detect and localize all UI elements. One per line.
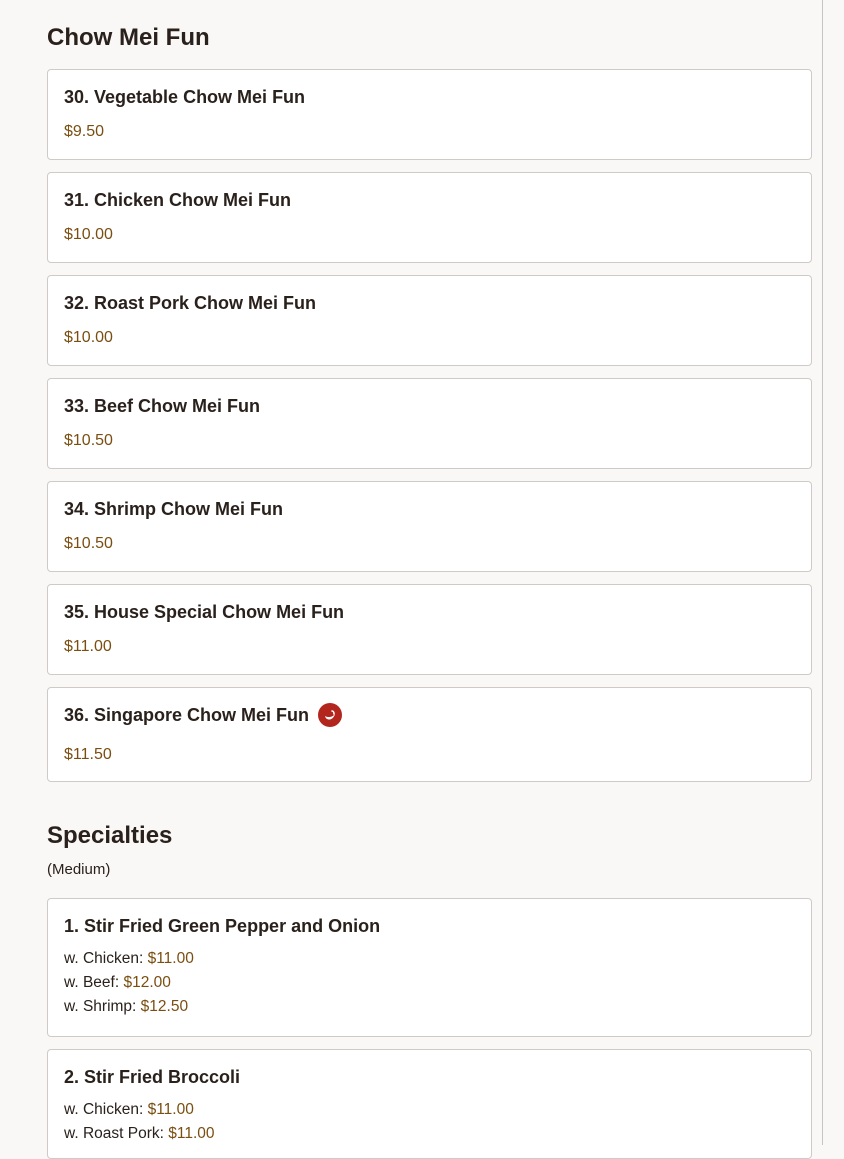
menu-item-name: 36. Singapore Chow Mei Fun: [64, 705, 310, 725]
menu-item-price: $11.50: [64, 746, 112, 763]
menu-item-card[interactable]: [47, 172, 812, 263]
section-title-specialties: Specialties: [47, 822, 173, 849]
menu-item-card[interactable]: [47, 69, 812, 160]
menu-item-name: 1. Stir Fried Green Pepper and Onion: [64, 916, 381, 936]
option-price: $12.00: [123, 974, 171, 991]
price-option: [64, 947, 795, 971]
option-label: w. Shrimp:: [64, 998, 137, 1015]
section-title-chow-mei-fun: Chow Mei Fun: [47, 24, 210, 51]
menu-item-price: $10.00: [64, 226, 113, 243]
option-label: w. Chicken:: [64, 1101, 144, 1118]
price-option: [64, 1098, 795, 1122]
price-options: [64, 947, 795, 1019]
menu-item-card[interactable]: [47, 687, 812, 782]
menu-item-card[interactable]: [47, 481, 812, 572]
menu-item-price: $10.50: [64, 432, 113, 449]
option-price: $12.50: [140, 998, 189, 1015]
menu-item-name: 35. House Special Chow Mei Fun: [64, 602, 345, 622]
menu-item-price: $10.50: [64, 535, 113, 552]
price-option: [64, 971, 795, 995]
option-price: $11.00: [168, 1125, 215, 1142]
option-label: w. Beef:: [64, 974, 120, 991]
menu-item-name: 33. Beef Chow Mei Fun: [64, 396, 261, 416]
option-label: w. Chicken:: [64, 950, 144, 967]
menu-item-card[interactable]: [47, 584, 812, 675]
menu-item-card[interactable]: [47, 378, 812, 469]
menu-item-name: 31. Chicken Chow Mei Fun: [64, 190, 292, 210]
menu-item-name: 32. Roast Pork Chow Mei Fun: [64, 293, 317, 313]
menu-item-name-row: [64, 703, 795, 727]
menu-item-price: $10.00: [64, 329, 113, 346]
section-note: (Medium): [47, 861, 111, 878]
option-price: $11.00: [147, 950, 194, 967]
page-divider: [822, 0, 823, 1145]
menu-item-card[interactable]: [47, 1049, 812, 1159]
menu-item-price: $11.00: [64, 638, 112, 655]
option-price: $11.00: [147, 1101, 194, 1118]
menu-item-price: $9.50: [64, 123, 105, 140]
option-label: w. Roast Pork:: [64, 1125, 164, 1142]
menu-item-name: 34. Shrimp Chow Mei Fun: [64, 499, 284, 519]
price-option: [64, 1122, 795, 1146]
menu-item-name: 2. Stir Fried Broccoli: [64, 1067, 241, 1087]
price-options: [64, 1098, 795, 1146]
spicy-pepper-icon: [318, 703, 342, 727]
price-option: [64, 995, 795, 1019]
menu-item-name: 30. Vegetable Chow Mei Fun: [64, 87, 306, 107]
menu-item-card[interactable]: [47, 275, 812, 366]
menu-item-card[interactable]: [47, 898, 812, 1037]
